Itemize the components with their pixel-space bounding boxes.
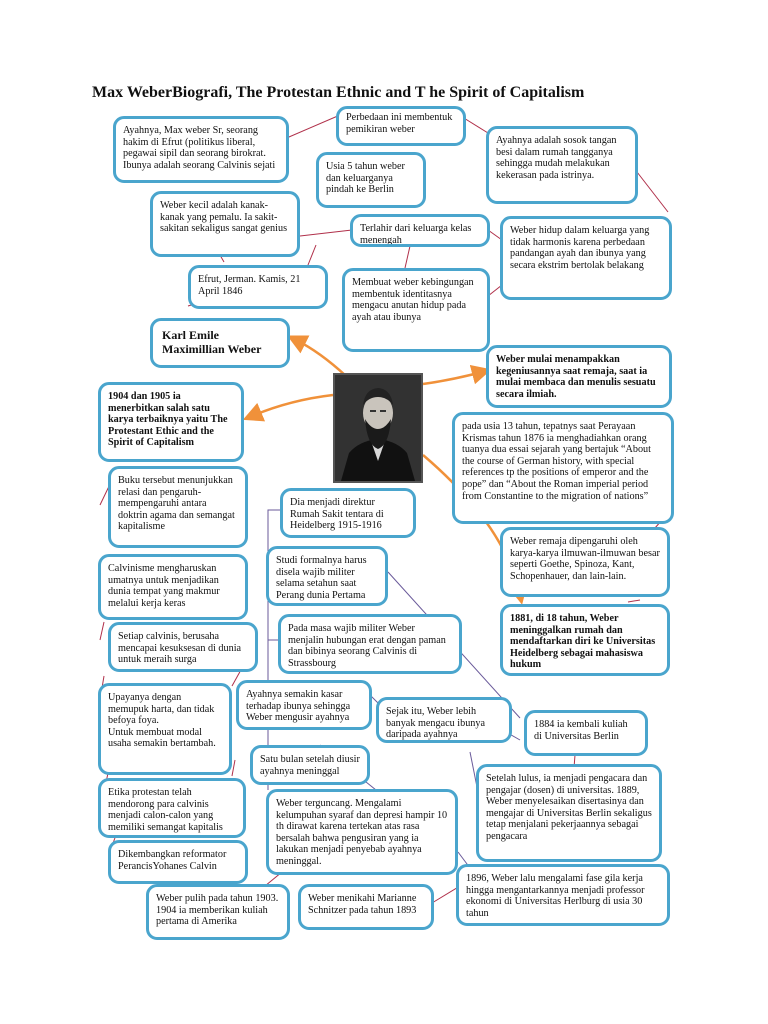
node-ayah-liberal: Ayahnya, Max weber Sr, seorang hakim di Efrut (politikus liberal, pegawai sipil dan seorang birokrat. Ibunya adalah seorang Calvinis sejati — [113, 116, 289, 183]
node-sejak: Sejak itu, Weber lebih banyak mengacu ibunya daripada ayahnya — [376, 697, 512, 743]
node-reformator: Dikembangkan reformator PerancisYohanes Calvin — [108, 840, 248, 884]
node-kelas: Terlahir dari keluarga kelas menengah — [350, 214, 490, 247]
connector-line — [100, 622, 104, 640]
node-1904: 1904 dan 1905 ia menerbitkan salah satu karya terbaiknya yaitu The Protestant Ethic and the Spirit of Capitalism — [98, 382, 244, 462]
connector-line — [232, 760, 235, 776]
node-1881: 1881, di 18 tahun, Weber meninggalkan rumah dan mendaftarkan diri ke Universitas Heidelberg sebagai mahasiswa hukum — [500, 604, 670, 676]
node-usia5: Usia 5 tahun weber dan keluarganya pindah ke Berlin — [316, 152, 426, 208]
connector-line — [300, 230, 352, 236]
node-efrut: Efrut, Jerman. Kamis, 21 April 1846 — [188, 265, 328, 309]
connector-line — [628, 600, 640, 602]
node-center-name: Karl Emile Maximillian Weber — [150, 318, 290, 368]
arrow-to-genius — [423, 372, 482, 384]
node-lulus: Setelah lulus, ia menjadi pengacara dan pengajar (dosen) di universitas. 1889, Weber menyelesaikan disertasinya dan mengajar di Universitas Berlin sekaligus tetap menjalani pekerjaannya sebagai pengacara — [476, 764, 662, 862]
node-ayah-sosok: Ayahnya adalah sosok tangan besi dalam rumah tangganya sehingga mudah melakukan kekerasan pada istrinya. — [486, 126, 638, 204]
connector-line — [282, 115, 340, 140]
node-terguncang: Weber terguncang. Mengalami kelumpuhan syaraf dan depresi hampir 10 th dirawat karena tertekan atas rasa bersalah bahwa pengusiran yang ia lakukan menjadi penyebab ayahnya meninggal. — [266, 789, 458, 875]
node-setiap-calvinis: Setiap calvinis, berusaha mencapai kesuksesan di dunia untuk meraih surga — [108, 622, 258, 672]
node-direktur: Dia menjadi direktur Rumah Sakit tentara di Heidelberg 1915-1916 — [280, 488, 416, 538]
arrow-to-name — [296, 340, 346, 376]
node-pulih: Weber pulih pada tahun 1903. 1904 ia memberikan kuliah pertama di Amerika — [146, 884, 290, 940]
node-satu-bulan: Satu bulan setelah diusir ayahnya meninggal — [250, 745, 370, 785]
node-kecil: Weber kecil adalah kanak-kanak yang pemalu. Ia sakit-sakitan sekaligus sangat genius — [150, 191, 300, 257]
node-upaya: Upayanya dengan memupuk harta, dan tidak befoya foya. Untuk membuat modal usaha semakin bertambah. — [98, 683, 232, 775]
node-1884: 1884 ia kembali kuliah di Universitas Berlin — [524, 710, 648, 756]
node-calvinisme: Calvinisme mengharuskan umatnya untuk menjadikan dunia tempat yang makmur melalui kerja keras — [98, 554, 248, 620]
node-remaja-pengaruh: Weber remaja dipengaruhi oleh karya-karya ilmuwan-ilmuwan besar seperti Goethe, Spinoza, Kant, Schopenhauer, dan lain-lain. — [500, 527, 670, 597]
node-kasar: Ayahnya semakin kasar terhadap ibunya sehingga Weber mengusir ayahnya — [236, 680, 372, 730]
node-perbedaan: Perbedaan ini membentuk pemikiran weber — [336, 106, 466, 146]
node-usia13: pada usia 13 tahun, tepatnys saat Perayaan Krismas tahun 1876 ia menghadiahkan orang tuanya dua essai sejarah yang bertajuk “About the course of German history, with special references tp the positions of emperor and the pope” dan “About the Roman imperial period from Constantine to the migration of nations” — [452, 412, 674, 524]
portrait-image — [335, 375, 421, 481]
connector-line — [637, 172, 668, 212]
node-bingung: Membuat weber kebingungan membentuk identitasnya mengacu anutan hidup pada ayah atau ibunya — [342, 268, 490, 352]
node-buku: Buku tersebut menunjukkan relasi dan pengaruh-mempengaruhi antara doktrin agama dan semangat kapitalisme — [108, 466, 248, 548]
node-etika: Etika protestan telah mendorong para calvinis menjadi calon-calon yang memiliki semangat kapitalis — [98, 778, 246, 838]
node-1896: 1896, Weber lalu mengalami fase gila kerja hingga mengantarkannya menjadi professor ekonomi di Universitas Herlburg di usia 30 tahun — [456, 864, 670, 926]
node-militer: Pada masa wajib militer Weber menjalin hubungan erat dengan paman dan bibinya seorang Calvinis di Strassbourg — [278, 614, 462, 674]
node-tidak-harmonis: Weber hidup dalam keluarga yang tidak harmonis karena perbedaan pandangan ayah dan ibunya yang secara ekstrim bertolak belakang — [500, 216, 672, 300]
arrow-to-1904 — [252, 395, 333, 416]
page-title: Max WeberBiografi, The Protestan Ethnic and T he Spirit of Capitalism — [92, 84, 585, 101]
connector-line — [405, 246, 410, 268]
node-studi: Studi formalnya harus disela wajib militer selama setahun saat Perang dunia Pertama — [266, 546, 388, 606]
weber-portrait — [333, 373, 423, 483]
node-genius-remaja: Weber mulai menampakkan kegeniusannya saat remaja, saat ia mulai membaca dan menulis sesuatu secara ilmiah. — [486, 345, 672, 408]
node-menikah: Weber menikahi Marianne Schnitzer pada tahun 1893 — [298, 884, 434, 930]
